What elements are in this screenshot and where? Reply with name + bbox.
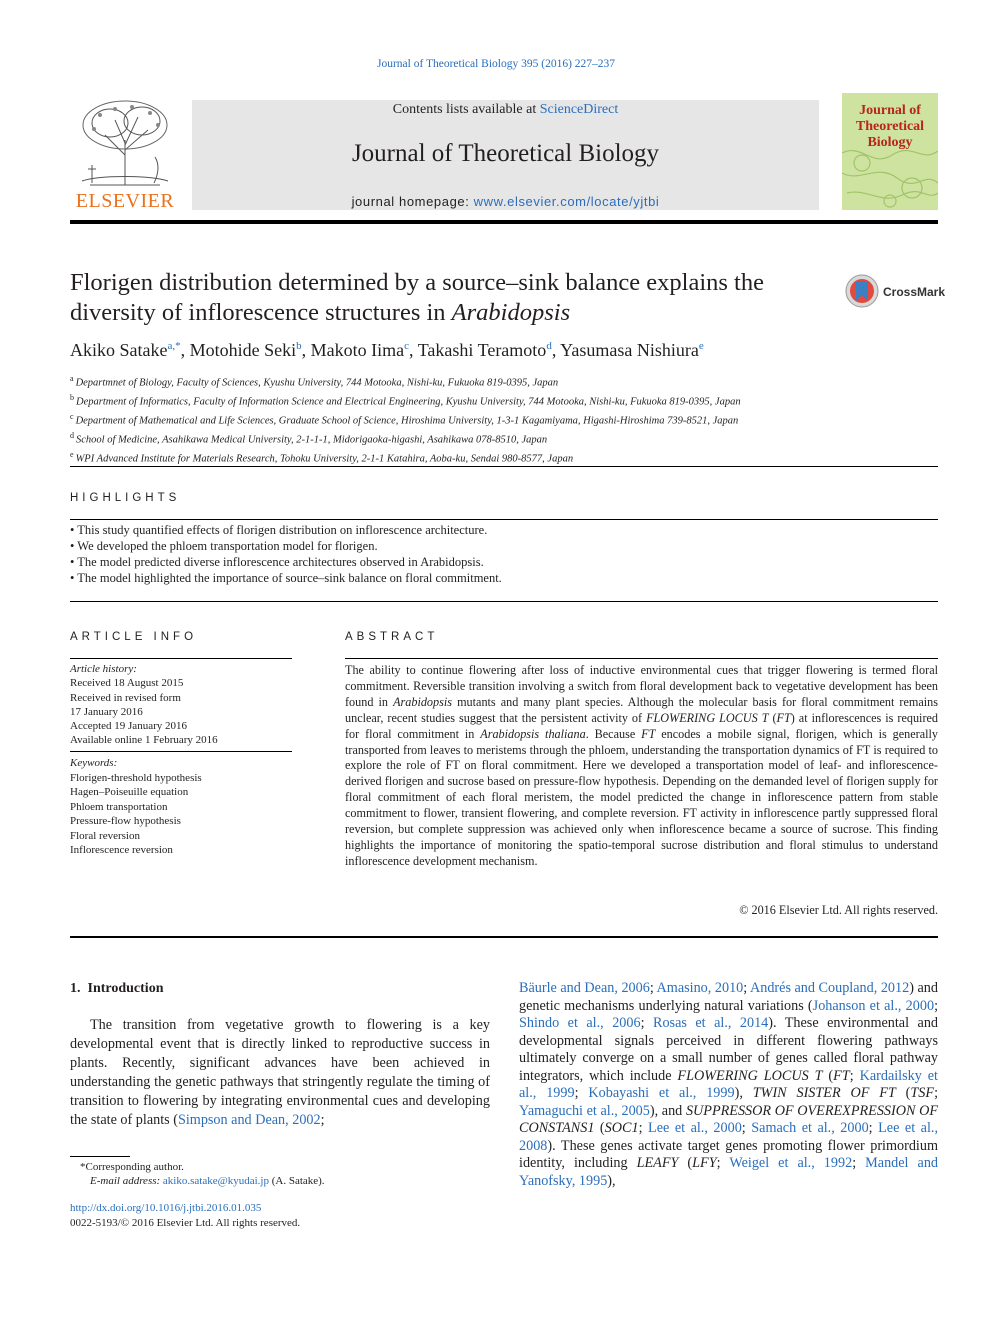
body-text: ), and: [649, 1102, 686, 1119]
body-text: ) and genetic mechanisms underlying natural variations (: [519, 980, 938, 1014]
author-name: Takashi Teramoto: [417, 340, 547, 360]
journal-title: Journal of Theoretical Biology: [351, 140, 660, 167]
history-label: Article history:: [70, 663, 137, 675]
keywords: [70, 756, 292, 858]
author[interactable]: [70, 340, 181, 360]
affiliation-text: School of Medicine, Asahikawa Medical University, 2-1-1-1, Midorigaoka-higashi, Asahikawa 078-8510, Japan: [76, 434, 548, 446]
contents-line: [192, 102, 819, 118]
abstract-run: encodes a mobile signal, florigen, which is generally transported from leaves to meristems through the phloem, understanding the transportation dynamics of FT is required to explore the role of FT on floral commitment. Here we developed a transportation model of leaf- and inflorescence-derived florigen and sucrose based on pressure-flow hypothesis. Depending on the demanded level of florigen supply for floral commitment of each floral meristem, the model predicted the change in inflorescence pattern from stable commitment to flower, transient flowering, and complete reversion. FT activity in inflorescence partly suppressed floral reversion, but complete suppression was achieved only when inflorescence became a source of sucrose. This finding highlights the importance of monitoring the spatio-temporal sucrose distribution and floral stimulus to understand inflorescence development mechanism.: [345, 726, 939, 868]
author[interactable]: [560, 340, 704, 360]
journal-cover[interactable]: [842, 93, 938, 210]
highlight-item: • The model highlighted the importance of source–sink balance on floral commitment.: [70, 571, 502, 585]
affiliation-key: d: [70, 431, 74, 441]
body-text: (: [678, 1155, 693, 1171]
abstract-heading: ABSTRACT: [345, 631, 439, 643]
body-text: ). These genes activate target genes promoting flower primordium identity, including: [519, 1137, 938, 1171]
divider: [70, 601, 938, 602]
abstract-italic: Arabidopsis thaliana: [480, 726, 586, 741]
body-text: ;: [638, 1120, 649, 1136]
divider: [345, 658, 938, 659]
citation-link[interactable]: Johanson et al., 2000: [812, 997, 935, 1014]
citation-link[interactable]: Lee et al., 2000: [648, 1120, 742, 1136]
highlight-item: • This study quantified effects of florigen distribution on inflorescence architecture.: [70, 523, 488, 537]
author-list: Akiko Satake$^{a,*}$, Motohide Seki$^b$, Makoto Iima$^c$, Takashi Teramoto$^d$, Yasumasa Nishiura$^e$: [70, 340, 704, 360]
gene-name: SUPPRESSOR OF OVEREXPRESSION OF CONSTANS1: [519, 1102, 939, 1136]
history-entry: Received 18 August 2015: [70, 677, 184, 690]
contents-prefix: Contents lists available at: [392, 102, 540, 117]
body-text: ;: [716, 1155, 730, 1171]
abstract-run: The ability to continue flowering after loss of inductive environmental cues that trigger flowering is termed floral commitment. Reversible transition involving a switch from floral development back to vegetative development has been found in: [345, 663, 938, 709]
cover-title: Journal of Theoretical Biology: [855, 103, 925, 150]
affiliation-key: e: [70, 450, 74, 460]
body-text: (: [895, 1085, 911, 1101]
affiliations: [70, 372, 930, 467]
crossmark-label: CrossMark: [883, 285, 946, 299]
author-affiliation-marker[interactable]: a,*: [167, 340, 181, 352]
homepage-prefix: journal homepage:: [351, 194, 474, 209]
author-affiliation-marker[interactable]: d: [546, 340, 552, 352]
body-text: ). These environmental and developmental signals perceived in different flowering pathways ultimately converge on a small number of genes called floral pathway integrators, which include: [519, 1015, 939, 1084]
email-owner: (A. Satake).: [268, 1175, 325, 1187]
corresponding-label: Corresponding author.: [85, 1161, 184, 1173]
affiliation-text: Department of Mathematical and Life Sciences, Graduate School of Science, Hiroshima University, 1-3-1 Kagamiyama, Higashi-Hiroshima 739-8521, Japan: [75, 415, 739, 427]
history-entry: Received in revised form: [70, 691, 181, 704]
divider: [70, 519, 938, 520]
abstract-run: . Because: [585, 726, 642, 741]
highlights-heading: HIGHLIGHTS: [70, 492, 181, 504]
elsevier-wordmark: ELSEVIER: [75, 190, 175, 212]
affiliation: [70, 391, 930, 410]
masthead-rule: [70, 220, 938, 224]
highlight-text: The model predicted diverse inflorescence architectures observed in Arabidopsis.: [77, 555, 484, 569]
author[interactable]: [418, 340, 552, 360]
author[interactable]: [190, 340, 302, 360]
body-text: ;: [320, 1112, 325, 1128]
affiliation-text: Department of Informatics, Faculty of Information Science and Electrical Engineering, Kyushu University, 744 Motooka, Nishi-ku, Fukuoka 819-0395, Japan: [76, 396, 741, 408]
gene-name: LFY: [692, 1155, 717, 1171]
title-text: Florigen distribution determined by a source–sink balance explains the diversity of inflorescence structures in: [70, 269, 764, 326]
divider: [70, 751, 292, 752]
article-info-heading: ARTICLE INFO: [70, 631, 198, 643]
keywords-label: Keywords:: [70, 757, 118, 769]
citation-link[interactable]: Samach et al., 2000: [751, 1120, 869, 1136]
citation-link[interactable]: Rosas et al., 2014: [653, 1015, 769, 1031]
affiliation-key: a: [70, 374, 74, 383]
body-text: ;: [868, 1120, 879, 1136]
footnote: [70, 1160, 490, 1188]
citation-link[interactable]: Kobayashi et al., 1999: [588, 1085, 735, 1101]
email-note: [70, 1174, 490, 1188]
gene-name: LEAFY: [636, 1155, 679, 1171]
affiliation-key: b: [70, 393, 74, 403]
doi-block: [70, 1201, 490, 1231]
author-name: Yasumasa Nishiura: [560, 340, 699, 360]
gene-name: FLOWERING LOCUS T: [677, 1067, 823, 1084]
keyword: Inflorescence reversion: [70, 844, 173, 856]
body-text: The transition from vegetative growth to flowering is a key developmental event that is directly linked to reproductive success in plants. Recently, significant advances have been achieved in understanding the genetic pathways that stringently regulate the timing of transition to flowering by integrating environmental cues and developing the state of plants (: [70, 1017, 490, 1128]
keyword: Hagen–Poiseuille equation: [70, 786, 189, 798]
article-title: [70, 268, 830, 328]
abstract-text: [345, 663, 938, 870]
divider: [70, 936, 938, 938]
issn-line: 0022-5193/© 2016 Elsevier Ltd. All rights reserved.: [70, 1217, 301, 1229]
homepage-line: [192, 194, 819, 209]
highlight-text: The model highlighted the importance of source–sink balance on floral commitment.: [77, 571, 502, 585]
affiliation: [70, 448, 930, 467]
citation-link[interactable]: Weigel et al., 1992: [729, 1155, 853, 1171]
keyword: Phloem transportation: [70, 800, 168, 813]
author-name: Akiko Satake: [70, 340, 168, 360]
citation-link[interactable]: Lee et al., 2008: [519, 1120, 938, 1154]
keyword: Florigen-threshold hypothesis: [70, 771, 202, 784]
affiliation: [70, 429, 930, 448]
gene-name: SOC1: [604, 1120, 639, 1136]
body-text: ;: [741, 1120, 752, 1136]
journal-reference[interactable]: Journal of Theoretical Biology 395 (2016) 227–237: [376, 58, 616, 70]
abstract-italic: FT: [776, 710, 791, 725]
section-title: Introduction: [87, 981, 164, 996]
abstract-run: ) at inflorescences is required for floral commitment in: [345, 710, 939, 741]
citation-link[interactable]: Kardailsky et al., 1999: [519, 1067, 938, 1101]
body-text: ;: [934, 997, 939, 1014]
doi-link[interactable]: http://dx.doi.org/10.1016/j.jtbi.2016.01.035: [70, 1202, 262, 1214]
citation-link[interactable]: Amasino, 2010: [656, 980, 744, 996]
citation-link[interactable]: Andrés and Coupland, 2012: [749, 980, 910, 996]
author[interactable]: [311, 340, 409, 360]
citation-link[interactable]: Bäurle and Dean, 2006: [519, 980, 650, 996]
gene-name: FT: [833, 1067, 850, 1084]
body-text: ;: [934, 1085, 939, 1101]
body-text: ),: [607, 1172, 616, 1189]
abstract-italic: FT: [641, 726, 656, 741]
body-right-column: [519, 980, 938, 1190]
abstract-italic: FLOWERING LOCUS T: [646, 710, 769, 725]
abstract-italic: Arabidopsis: [393, 694, 452, 709]
highlight-text: This study quantified effects of florigen distribution on inflorescence architecture.: [77, 523, 488, 537]
highlight-item: • The model predicted diverse inflorescence architectures observed in Arabidopsis.: [70, 555, 484, 569]
email-link[interactable]: akiko.satake@kyudai.jp: [162, 1175, 269, 1187]
corresponding-note: *Corresponding author.: [80, 1161, 184, 1173]
body-text: ;: [743, 980, 750, 996]
author-name: Makoto Iima: [310, 340, 405, 360]
keyword: Pressure-flow hypothesis: [70, 815, 181, 827]
divider: [70, 658, 292, 659]
affiliation: [70, 410, 930, 429]
sciencedirect-link[interactable]: ScienceDirect: [539, 102, 619, 117]
citation-link[interactable]: Yamaguchi et al., 2005: [519, 1102, 650, 1119]
section-heading: [70, 981, 163, 997]
body-text: (: [822, 1067, 834, 1084]
body-text: ;: [649, 980, 657, 996]
affiliation-text: Departmnet of Biology, Faculty of Sciences, Kyushu University, 744 Motooka, Nishi-ku, Fukuoka 819-0395, Japan: [75, 377, 559, 389]
abstract-run: (: [768, 710, 777, 725]
body-text: ;: [849, 1067, 860, 1084]
history-entry: 17 January 2016: [70, 705, 143, 718]
body-text: ;: [852, 1155, 866, 1171]
email-label: E-mail address:: [90, 1175, 163, 1187]
crossmark-icon: [845, 274, 879, 308]
citation-link[interactable]: Simpson and Dean, 2002: [177, 1112, 321, 1128]
body-text: ),: [734, 1085, 753, 1101]
section-number: 1.: [70, 981, 81, 996]
citation-link[interactable]: Mandel and Yanofsky, 1995: [519, 1155, 939, 1189]
tree-icon: [70, 95, 180, 187]
history-entry: Accepted 19 January 2016: [70, 720, 187, 733]
affiliation-text: WPI Advanced Institute for Materials Research, Tohoku University, 2-1-1 Katahira, Aoba-ku, Sendai 980-8577, Japan: [75, 453, 574, 465]
author-affiliation-marker[interactable]: c: [404, 340, 409, 352]
highlight-item: • We developed the phloem transportation model for florigen.: [70, 539, 378, 553]
body-text: (: [594, 1120, 605, 1136]
footnote-rule: [70, 1156, 130, 1157]
citation-link[interactable]: Shindo et al., 2006: [519, 1015, 641, 1031]
affiliation: [70, 372, 930, 391]
abstract-run: mutants and many plant species. Although the molecular basis for floral commitment remains unclear, recent studies suggest that the persistent activity of: [345, 694, 938, 725]
abstract-copyright: © 2016 Elsevier Ltd. All rights reserved.: [739, 903, 938, 917]
highlights-list: [70, 522, 938, 586]
crossmark-badge[interactable]: [845, 274, 946, 310]
keyword: Floral reversion: [70, 829, 140, 842]
body-left-column: [70, 1016, 490, 1130]
author-affiliation-marker[interactable]: b: [296, 340, 302, 352]
history-entry: Available online 1 February 2016: [70, 734, 218, 747]
body-text: ;: [574, 1085, 589, 1101]
homepage-link[interactable]: www.elsevier.com/locate/yjtbi: [473, 194, 660, 209]
gene-name: TWIN SISTER OF FT: [752, 1085, 896, 1101]
highlight-text: We developed the phloem transportation model for florigen.: [77, 539, 378, 553]
author-affiliation-marker[interactable]: e: [698, 340, 704, 352]
affiliation-key: c: [70, 412, 74, 422]
gene-name: TSF: [910, 1085, 935, 1101]
article-history: [70, 662, 292, 748]
journal-banner: [192, 100, 819, 210]
elsevier-logo: [70, 95, 180, 213]
title-italic: Arabidopsis: [451, 299, 571, 326]
author-name: Motohide Seki: [189, 340, 297, 360]
body-text: ;: [640, 1015, 653, 1031]
divider: [70, 466, 938, 467]
